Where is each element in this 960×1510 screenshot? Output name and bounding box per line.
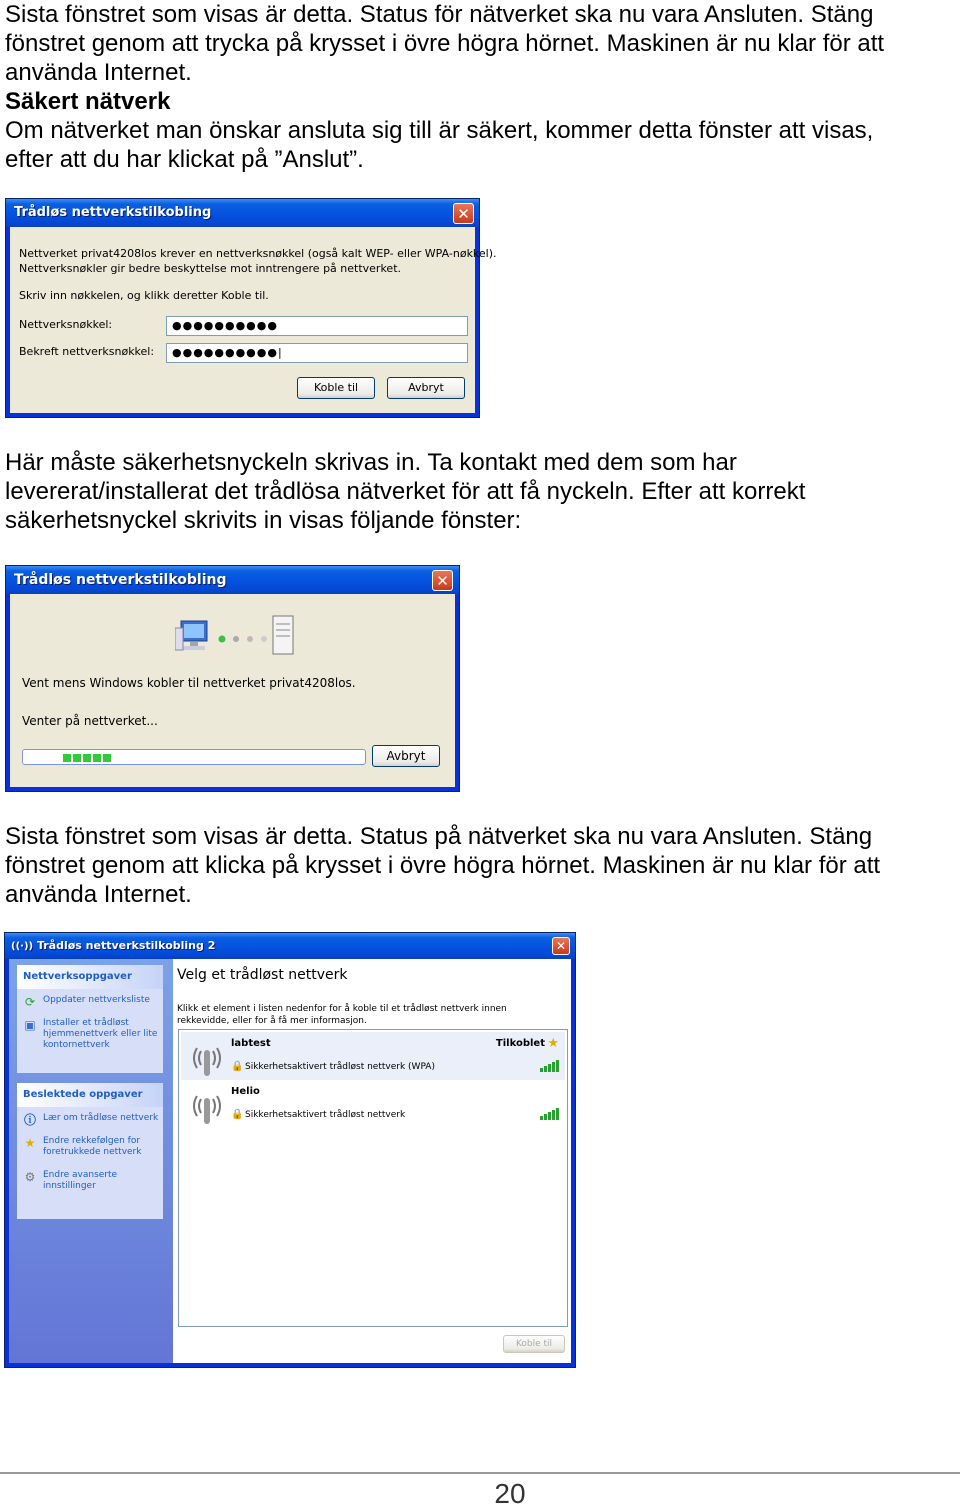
cancel-button[interactable]: Avbryt	[372, 745, 440, 767]
settings-icon: ⚙	[24, 1170, 36, 1184]
wireless-antenna-icon	[189, 1088, 225, 1124]
info-icon: ⓘ	[23, 1113, 36, 1127]
close-button[interactable]: ✕	[453, 203, 474, 224]
network-tasks-panel	[17, 965, 163, 1073]
final-paragraph	[5, 822, 955, 909]
network-security: Sikkerhetsaktivert trådløst nettverk	[245, 1110, 406, 1120]
confirm-key-field[interactable]: ●●●●●●●●●●|	[166, 343, 468, 363]
progress-fill	[63, 754, 111, 762]
main-heading: Velg et trådløst nettverk	[177, 967, 348, 983]
dialog-text: Skriv inn nøkkelen, og klikk deretter Koble til.	[19, 289, 269, 302]
task-advanced-settings[interactable]	[17, 1164, 163, 1198]
dialog-text: Nettverket privat4208los krever en nettverksnøkkel (også kalt WEP- eller WPA-nøkkel).	[19, 247, 497, 260]
network-setup-icon: ▣	[24, 1018, 36, 1032]
computer-icon	[175, 618, 215, 654]
dialog-title: Trådløs nettverkstilkobling	[6, 199, 479, 227]
page-number: 20	[494, 1478, 526, 1509]
star-icon: ★	[547, 1036, 559, 1051]
task-label: Oppdater nettverksliste	[43, 995, 150, 1005]
close-button[interactable]: ✕	[552, 937, 570, 955]
lock-icon: 🔒	[231, 1061, 244, 1072]
network-key-dialog	[5, 198, 497, 418]
progress-bar	[22, 749, 366, 765]
confirm-key-label: Bekreft nettverksnøkkel:	[19, 345, 155, 358]
connect-button[interactable]: Koble til	[503, 1335, 565, 1353]
waiting-message: Venter på nettverket...	[22, 714, 158, 728]
task-label: Endre avanserte innstillinger	[43, 1170, 118, 1191]
secure-network-heading: Säkert nätverk	[5, 88, 171, 115]
middle-line: säkerhetsnyckel skrivits in visas följande fönster:	[5, 507, 522, 534]
network-key-label: Nettverksnøkkel:	[19, 318, 113, 331]
lock-icon: 🔒	[231, 1109, 244, 1120]
network-item-labtest[interactable]	[181, 1032, 565, 1080]
related-tasks-heading: Beslektede oppgaver	[17, 1083, 163, 1107]
network-item-helio[interactable]	[181, 1080, 565, 1128]
network-name: Helio	[231, 1086, 260, 1097]
network-security: Sikkerhetsaktivert trådløst nettverk (WPA)	[245, 1062, 435, 1072]
signal-strength-icon	[540, 1108, 559, 1120]
secure-line: Om nätverket man önskar ansluta sig till är säkert, kommer detta fönster att visas,	[5, 117, 874, 144]
task-setup-network[interactable]	[17, 1012, 163, 1057]
middle-line: Här måste säkerhetsnyckeln skrivas in. Ta kontakt med dem som har	[5, 449, 737, 476]
final-line: Sista fönstret som visas är detta. Status på nätverket ska nu vara Ansluten. Stäng	[5, 823, 873, 850]
connection-status: Tilkoblet	[495, 1038, 545, 1049]
connecting-dialog	[5, 565, 460, 792]
dialog-text: Nettverksnøkler gir bedre beskyttelse mot inntrengere på nettverket.	[19, 262, 402, 275]
star-icon: ★	[24, 1136, 36, 1150]
dialog-title: Trådløs nettverkstilkobling	[6, 566, 459, 594]
signal-strength-icon	[540, 1060, 559, 1072]
dialog-body	[10, 227, 497, 413]
task-label: Endre rekkefølgen for foretrukkede nettverk	[43, 1136, 142, 1157]
intro-paragraph	[5, 0, 955, 174]
wireless-networks-window	[4, 932, 576, 1368]
middle-paragraph	[5, 448, 955, 535]
intro-line: fönstret genom att trycka på krysset i övre högra hörnet. Maskinen är nu klar för att	[5, 30, 885, 57]
final-line: fönstret genom att klicka på krysset i övre högra hörnet. Maskinen är nu klar för att	[5, 852, 881, 879]
close-button[interactable]: ✕	[432, 570, 453, 591]
dialog-body	[10, 594, 455, 787]
network-name: labtest	[231, 1038, 271, 1049]
window-body	[9, 959, 571, 1363]
connect-button[interactable]: Koble til	[297, 377, 375, 399]
window-titlebar	[5, 933, 575, 959]
wireless-antenna-icon	[189, 1040, 225, 1076]
related-tasks-panel	[17, 1083, 163, 1219]
instructions: Klikk et element i listen nedenfor for å koble til et trådløst nettverk innen rekkevidde, eller for å få mer informasjon.	[177, 1004, 507, 1026]
secure-line: efter att du har klickat på ”Anslut”.	[5, 146, 364, 173]
network-server-icon	[271, 614, 295, 656]
connecting-message: Vent mens Windows kobler til nettverket privat4208los.	[22, 676, 356, 690]
task-change-order[interactable]	[17, 1130, 163, 1164]
refresh-icon: ⟳	[24, 995, 36, 1009]
network-key-field[interactable]: ●●●●●●●●●●	[166, 316, 468, 336]
connecting-dots	[217, 634, 271, 644]
network-tasks-heading: Nettverksoppgaver	[17, 965, 163, 989]
network-list	[178, 1029, 568, 1327]
footer-divider	[0, 1472, 960, 1474]
task-refresh-network-list[interactable]	[17, 989, 163, 1012]
task-label: Lær om trådløse nettverk	[43, 1113, 159, 1123]
intro-line: Sista fönstret som visas är detta. Status för nätverket ska nu vara Ansluten. Stäng	[5, 1, 874, 28]
cancel-button[interactable]: Avbryt	[387, 377, 465, 399]
intro-line: använda Internet.	[5, 59, 192, 86]
task-learn-wireless[interactable]	[17, 1107, 163, 1130]
window-title: Trådløs nettverkstilkobling 2	[36, 939, 216, 952]
middle-line: levererat/installerat det trådlösa nätverket för att få nyckeln. Efter att korrekt	[5, 478, 806, 505]
final-line: använda Internet.	[5, 881, 192, 908]
task-label: Installer et trådløst hjemmenettverk eller lite kontornettverk	[43, 1018, 158, 1050]
wireless-icon: ((·))	[11, 941, 34, 952]
